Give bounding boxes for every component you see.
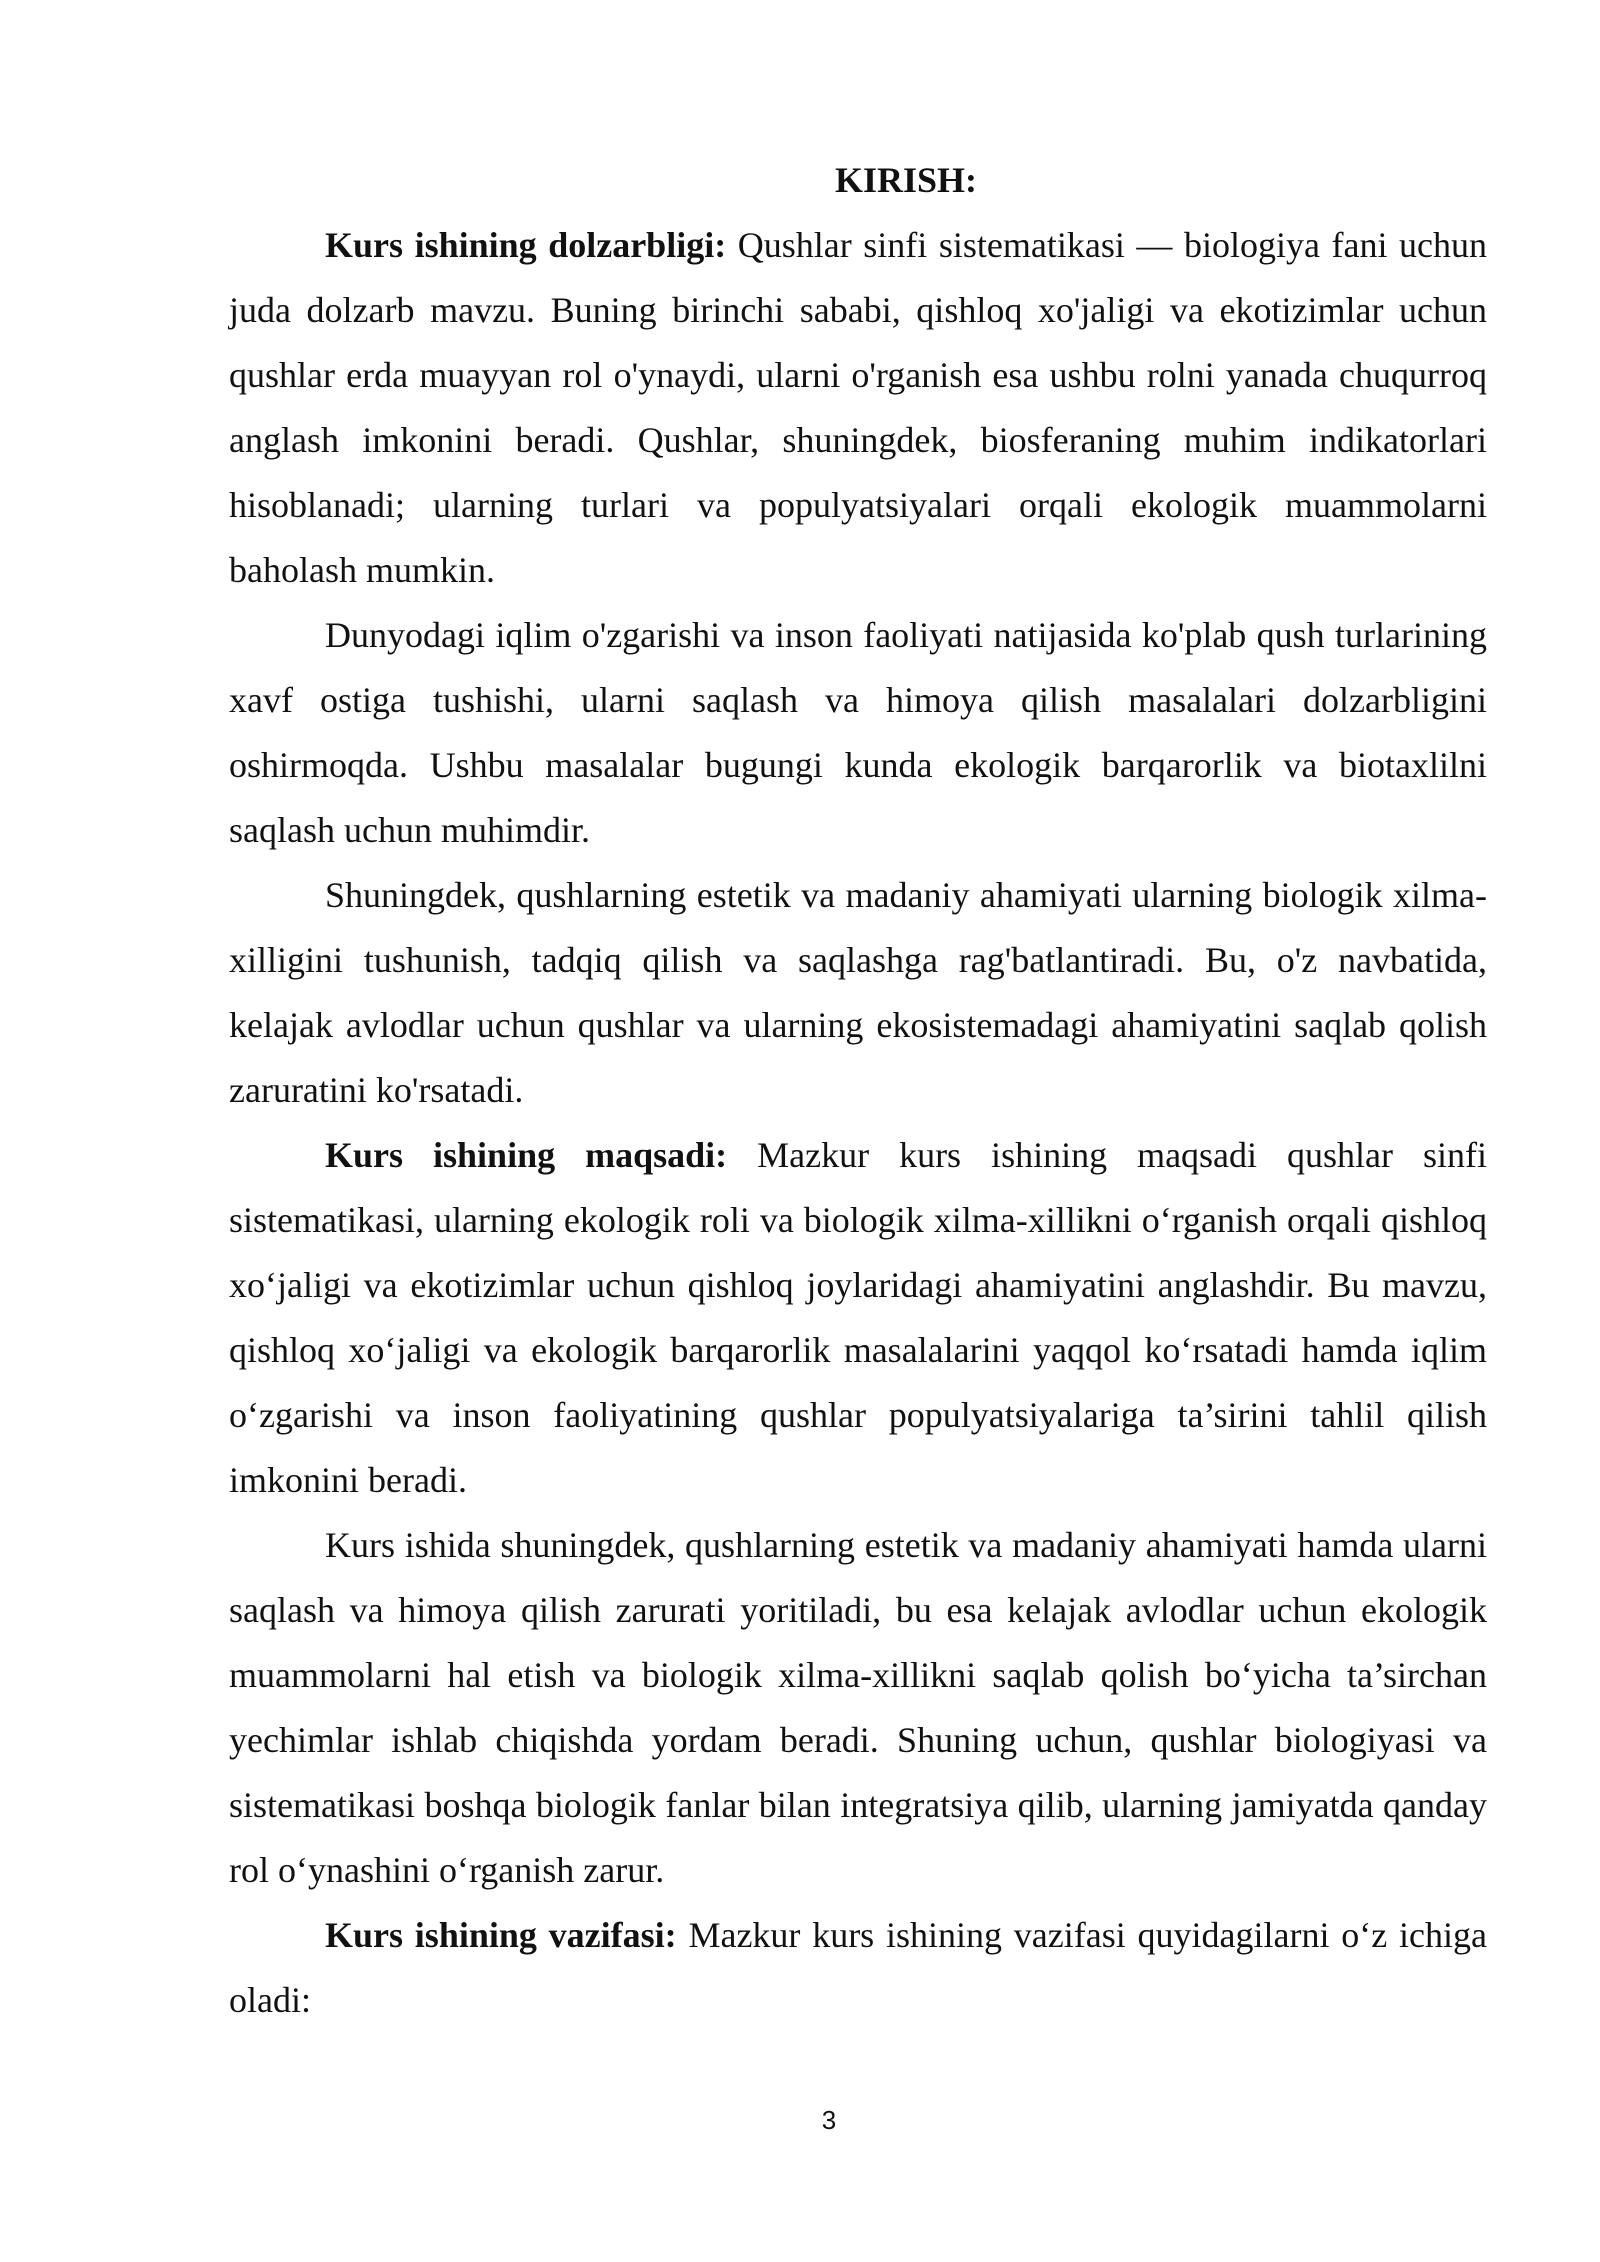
section-heading: KIRISH: [834,160,978,200]
paragraph-cultural [229,863,1487,1123]
paragraph-climate [229,603,1487,863]
paragraph-goal [229,1123,1487,1513]
paragraph-coverage [229,1513,1487,1903]
paragraph-text: Shuningdek, qushlarning estetik va madaniy ahamiyati ularning biologik xilma-xilligini tushunish, tadqiq qilish va saqlashga rag'batlantiradi. Bu, o'z navbatida, kelajak avlodlar uchun qushlar va ularning ekosistemadagi ahamiyatini saqlab qolish zaruratini ko'rsatadi. [229,875,1487,1110]
paragraph-lead: Kurs ishining maqsadi: [325,1135,728,1175]
paragraph-text: Kurs ishida shuningdek, qushlarning estetik va madaniy ahamiyati hamda ularni saqlash va himoya qilish zarurati yoritiladi, bu esa kelajak avlodlar uchun ekologik muammolarni hal etish va biologik xilma-xillikni saqlab qolish bo‘yicha ta’sirchan yechimlar ishlab chiqishda yordam beradi. Shuning uchun, qushlar biologiyasi va sistematikasi boshqa biologik fanlar bilan integratsiya qilib, ularning jamiyatda qanday rol o‘ynashini o‘rganish zarur. [229,1525,1487,1890]
paragraph-text: Mazkur kurs ishining maqsadi qushlar sinfi sistematikasi, ularning ekologik roli va biologik xilma-xillikni o‘rganish orqali qishloq xo‘jaligi va ekotizimlar uchun qishloq joylaridagi ahamiyatini anglashdir. Bu mavzu, qishloq xo‘jaligi va ekologik barqarorlik masalalarini yaqqol ko‘rsatadi hamda iqlim o‘zgarishi va inson faoliyatining qushlar populyatsiyalariga ta’sirini tahlil qilish imkonini beradi. [229,1135,1488,1500]
paragraph-lead: Kurs ishining dolzarbligi: [325,225,727,265]
paragraph-text: Dunyodagi iqlim o'zgarishi va inson faoliyati natijasida ko'plab qush turlarining xavf ostiga tushishi, ularni saqlash va himoya qilish masalalari dolzarbligini oshirmoqda. Ushbu masalalar bugungi kunda ekologik barqarorlik va biotaxlilni saqlash uchun muhimdir. [229,615,1487,850]
paragraph-text: Mazkur kurs ishining vazifasi quyidagilarni o‘z ichiga oladi: [229,1915,1487,2020]
page-content [229,148,1487,2033]
paragraph-lead: Kurs ishining vazifasi: [325,1915,677,1955]
paragraph-relevance [229,213,1487,603]
page-number: 3 [821,2105,837,2135]
paragraph-text: Qushlar sinfi sistematikasi — biologiya fani uchun juda dolzarb mavzu. Buning birinchi sababi, qishloq xo'jaligi va ekotizimlar uchun qushlar erda muayyan rol o'ynaydi, ularni o'rganish esa ushbu rolni yanada chuqurroq anglash imkonini beradi. Qushlar, shuningdek, biosferaning muhim indikatorlari hisoblanadi; ularning turlari va populyatsiyalari orqali ekologik muammolarni baholash mumkin. [229,225,1487,590]
paragraph-tasks [229,1903,1487,2033]
